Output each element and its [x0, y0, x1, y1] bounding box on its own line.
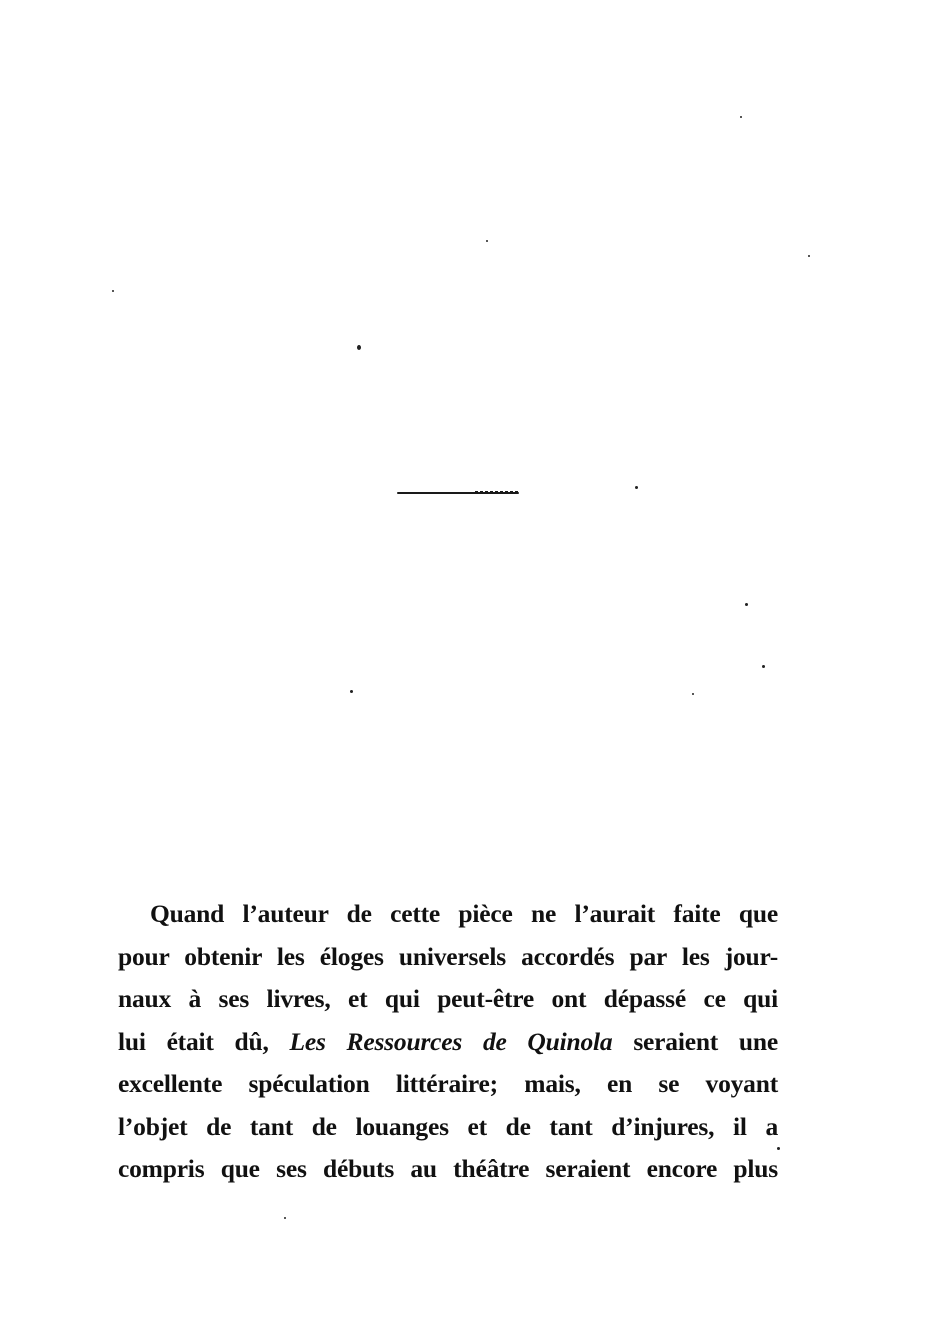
- scan-speck: [745, 603, 748, 606]
- decorative-rule: [397, 492, 519, 494]
- text-segment: lui était dû,: [118, 1026, 269, 1056]
- text-line: Quand l’auteur de cette pièce ne l’aurait faite que: [150, 899, 778, 928]
- text-line: naux à ses livres, et qui peut-être ont dépassé ce qui: [118, 984, 778, 1013]
- scan-speck: [486, 240, 488, 242]
- text-line: excellente spéculation littéraire; mais, en se voyant: [118, 1069, 778, 1098]
- scan-speck: [808, 255, 810, 257]
- scan-speck: [350, 690, 353, 693]
- text-line: pour obtenir les éloges universels accordés par les jour-: [118, 941, 778, 971]
- text-line: l’objet de tant de louanges et de tant d’injures, il a: [118, 1111, 778, 1141]
- text-line: compris que ses débuts au théâtre seraient encore plus: [118, 1154, 778, 1183]
- body-paragraph: [118, 893, 778, 1191]
- text-segment: seraient une: [633, 1026, 778, 1056]
- scan-speck: [112, 290, 114, 292]
- scan-speck: [692, 693, 694, 695]
- scan-speck: [357, 345, 361, 350]
- scan-speck: [740, 116, 742, 118]
- scan-speck: [762, 665, 765, 668]
- italic-title: Les Ressources de Quinola: [289, 1026, 613, 1056]
- scan-speck: [284, 1217, 286, 1219]
- text-line: [118, 1021, 778, 1064]
- scan-speck: [635, 486, 638, 489]
